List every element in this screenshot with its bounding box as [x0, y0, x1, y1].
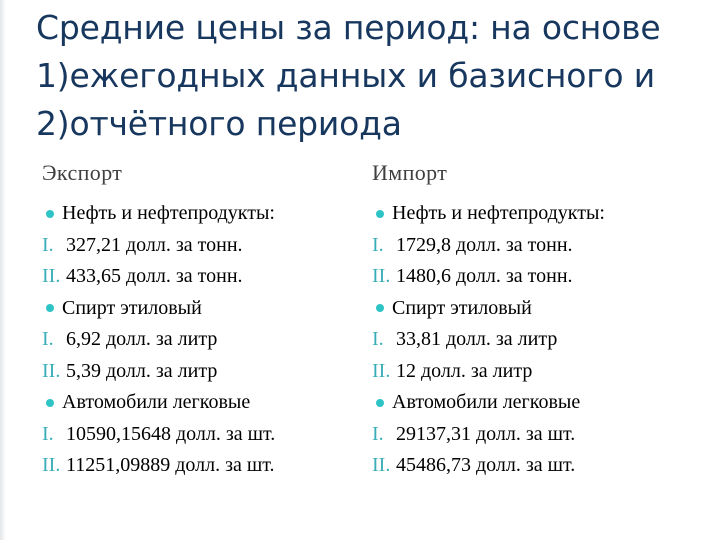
bullet-icon: [46, 399, 54, 407]
price-value: 33,81 долл. за литр: [396, 328, 558, 350]
list-item: [372, 261, 712, 293]
price-value: 45486,73 долл. за шт.: [396, 454, 576, 476]
list-item: [42, 419, 362, 451]
list-item: [42, 198, 362, 230]
list-item: [42, 324, 362, 356]
list-item: [42, 261, 362, 293]
bullet-icon: [376, 399, 384, 407]
list-item: [372, 419, 712, 451]
price-value: 1729,8 долл. за тонн.: [396, 233, 573, 256]
price-value: 433,65 долл. за тонн.: [66, 265, 243, 287]
roman-numeral: II.: [372, 454, 391, 476]
export-column: [42, 156, 362, 482]
import-column: [372, 156, 712, 482]
category-label: Нефть и нефтепродукты:: [62, 202, 275, 224]
category-label: Нефть и нефтепродукты:: [392, 202, 605, 224]
roman-numeral: I.: [42, 328, 54, 350]
price-value: 1480,6 долл. за тонн.: [396, 265, 573, 287]
list-item: [42, 293, 362, 325]
bullet-icon: [46, 210, 54, 218]
list-item: [42, 387, 362, 419]
price-value: 12 долл. за литр: [396, 359, 533, 382]
list-item: [372, 230, 712, 262]
import-list: [372, 198, 712, 482]
roman-numeral: II.: [372, 265, 391, 287]
slide-title: [36, 4, 706, 148]
price-value: 11251,09889 долл. за шт.: [66, 454, 275, 476]
list-item: [372, 356, 712, 388]
roman-numeral: II.: [372, 359, 391, 382]
list-item: [372, 293, 712, 325]
title-line-1: Средние цены за период: на основе: [36, 8, 661, 47]
category-label: Спирт этиловый: [62, 296, 202, 319]
price-value: 10590,15648 долл. за шт.: [66, 422, 276, 445]
price-value: 6,92 долл. за литр: [66, 328, 218, 350]
roman-numeral: I.: [372, 422, 384, 445]
roman-numeral: I.: [372, 233, 384, 256]
title-line-2: 1)ежегодных данных и базисного и: [36, 56, 655, 95]
list-item: [42, 230, 362, 262]
category-label: Автомобили легковые: [392, 391, 581, 413]
list-item: [372, 450, 712, 482]
price-value: 327,21 долл. за тонн.: [66, 233, 243, 256]
roman-numeral: II.: [42, 265, 61, 287]
bullet-icon: [46, 304, 54, 312]
bullet-icon: [376, 304, 384, 312]
roman-numeral: I.: [42, 233, 54, 256]
list-item: [372, 198, 712, 230]
bullet-icon: [376, 210, 384, 218]
category-label: Автомобили легковые: [62, 391, 251, 413]
roman-numeral: II.: [42, 359, 61, 382]
list-item: [42, 450, 362, 482]
import-heading: Импорт: [372, 160, 448, 185]
slide-edge-shade: [0, 0, 6, 540]
export-list: [42, 198, 362, 482]
list-item: [372, 387, 712, 419]
export-heading: Экспорт: [42, 160, 123, 185]
category-label: Спирт этиловый: [392, 296, 532, 319]
price-value: 29137,31 долл. за шт.: [396, 422, 576, 445]
list-item: [42, 356, 362, 388]
roman-numeral: I.: [372, 328, 384, 350]
roman-numeral: I.: [42, 422, 54, 445]
roman-numeral: II.: [42, 454, 61, 476]
title-line-3: 2)отчётного периода: [36, 104, 402, 143]
price-value: 5,39 долл. за литр: [66, 359, 218, 382]
list-item: [372, 324, 712, 356]
